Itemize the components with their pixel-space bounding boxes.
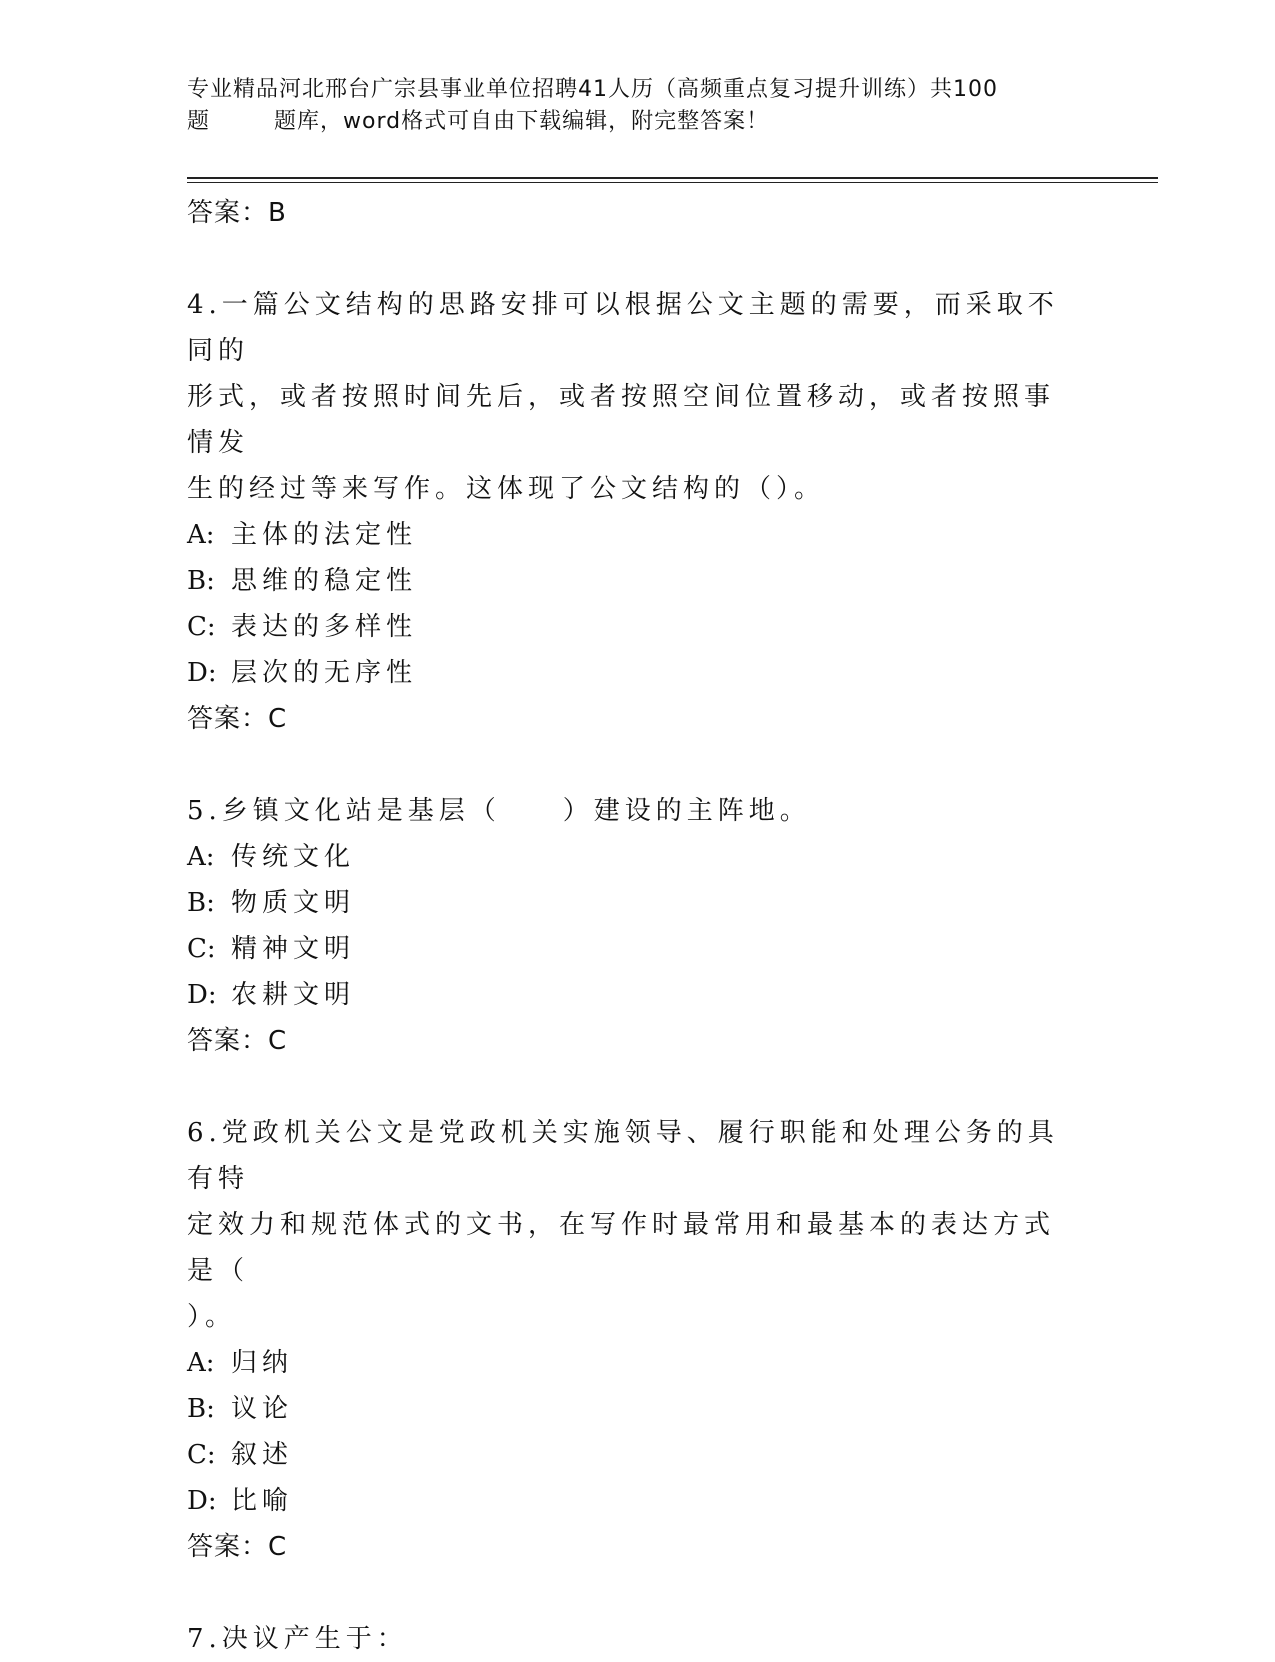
option-text: 议论 (231, 1394, 294, 1424)
option-key: C: (187, 1440, 216, 1470)
option-key: A: (187, 1348, 215, 1378)
option-key: D: (187, 658, 217, 688)
header-title-line2-start: 题 (187, 109, 211, 134)
header-title-line2-rest: 题库，word格式可自由下载编辑，附完整答案！ (274, 109, 770, 134)
option-text: 比喻 (231, 1486, 294, 1516)
question-line: 生的经过等来写作。这体现了公文结构的（）。 (187, 474, 826, 504)
option-text: 归纳 (231, 1348, 294, 1378)
question-text (187, 788, 1067, 834)
question-block (187, 1110, 1067, 1570)
header-divider-thick (187, 177, 1158, 179)
question-text (187, 1616, 1067, 1662)
question-line: 定效力和规范体式的文书，在写作时最常用和最基本的表达方式是（ (187, 1210, 1056, 1286)
page-header (187, 74, 1157, 138)
option-key: A: (187, 842, 215, 872)
previous-answer: 答案：B (187, 198, 287, 228)
option-key: D: (187, 980, 217, 1010)
option-text: 层次的无序性 (231, 658, 418, 688)
option-text: 传统文化 (231, 842, 356, 872)
option-c (187, 926, 1067, 972)
option-key: C: (187, 934, 216, 964)
option-d (187, 650, 1067, 696)
answer-line: 答案：C (187, 1532, 288, 1562)
option-a (187, 834, 1067, 880)
header-divider-thin (187, 182, 1158, 183)
question-block (187, 282, 1067, 742)
option-key: B: (187, 888, 215, 918)
option-b (187, 558, 1067, 604)
option-b (187, 1386, 1067, 1432)
option-a (187, 512, 1067, 558)
option-key: C: (187, 612, 216, 642)
option-key: B: (187, 1394, 215, 1424)
question-line: 5.乡镇文化站是基层（ ）建设的主阵地。 (187, 796, 811, 826)
option-c (187, 1432, 1067, 1478)
option-key: B: (187, 566, 215, 596)
question-block (187, 1616, 1067, 1662)
option-a (187, 1340, 1067, 1386)
header-title-line1: 专业精品河北邢台广宗县事业单位招聘41人历（高频重点复习提升训练）共100 (187, 77, 998, 102)
option-c (187, 604, 1067, 650)
question-line: 7.决议产生于： (187, 1624, 408, 1654)
question-line: 6.党政机关公文是党政机关实施领导、履行职能和处理公务的具有特 (187, 1118, 1059, 1194)
option-text: 物质文明 (231, 888, 356, 918)
question-text (187, 282, 1067, 512)
option-key: D: (187, 1486, 217, 1516)
option-key: A: (187, 520, 215, 550)
option-text: 农耕文明 (231, 980, 356, 1010)
question-line: 4.一篇公文结构的思路安排可以根据公文主题的需要，而采取不同的 (187, 290, 1059, 366)
option-text: 表达的多样性 (231, 612, 418, 642)
question-text (187, 1110, 1067, 1340)
option-text: 精神文明 (231, 934, 356, 964)
option-d (187, 972, 1067, 1018)
question-block (187, 788, 1067, 1064)
question-line: ）。 (187, 1302, 237, 1332)
option-text: 主体的法定性 (231, 520, 418, 550)
answer-line: 答案：C (187, 704, 288, 734)
option-d (187, 1478, 1067, 1524)
document-body (187, 190, 1067, 1662)
option-text: 思维的稳定性 (231, 566, 418, 596)
question-line: 形式，或者按照时间先后，或者按照空间位置移动，或者按照事情发 (187, 382, 1056, 458)
header-title-line2 (187, 106, 1157, 138)
answer-line: 答案：C (187, 1026, 288, 1056)
option-text: 叙述 (231, 1440, 294, 1470)
option-b (187, 880, 1067, 926)
